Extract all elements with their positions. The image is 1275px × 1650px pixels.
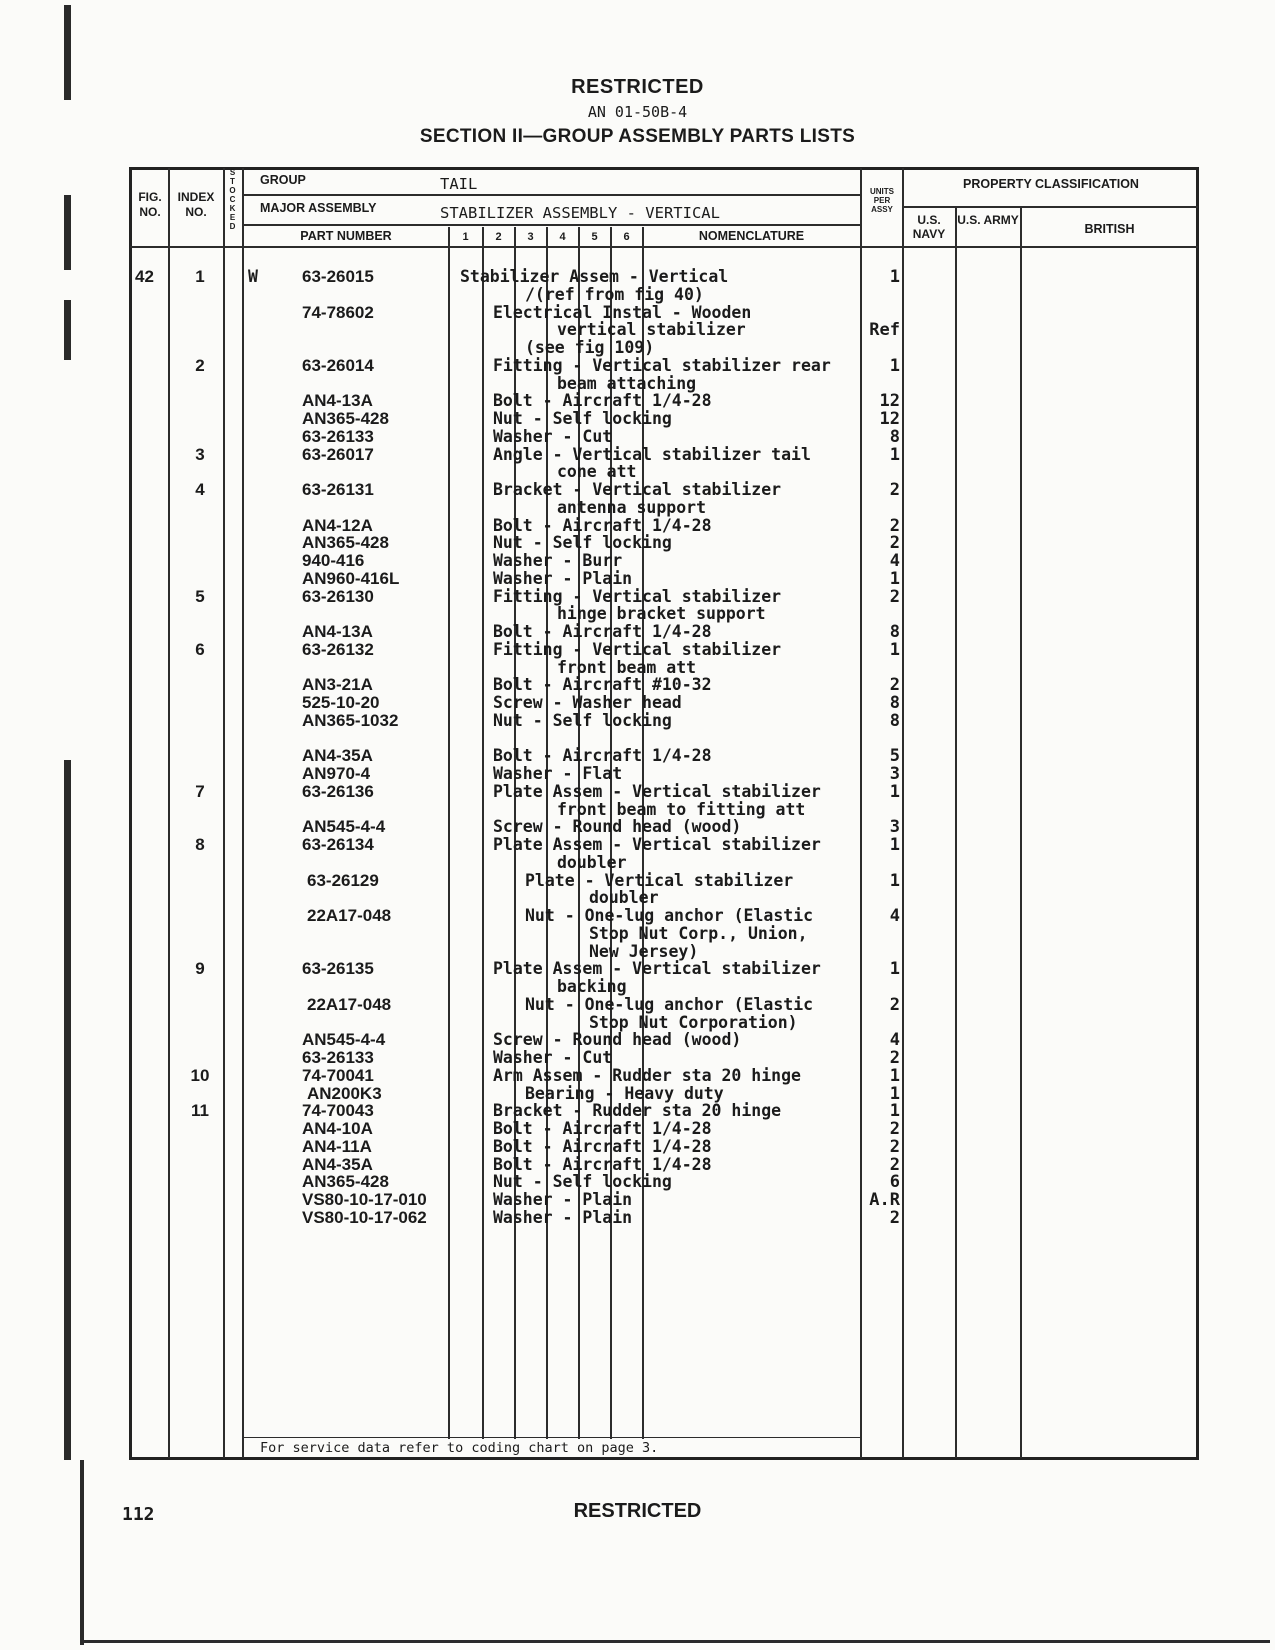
rule-index-stock	[223, 168, 225, 1458]
units-per-assy: 2	[889, 533, 900, 554]
nomenclature-header: NOMENCLATURE	[698, 229, 805, 243]
part-number: AN960-416L	[302, 568, 400, 588]
part-number: 525-10-20	[302, 693, 380, 712]
units-per-assy: 1	[889, 568, 900, 589]
part-number: 940-416	[302, 551, 365, 570]
index-number: 5	[195, 586, 205, 606]
rule-footnote	[243, 1437, 860, 1438]
section-title: SECTION II—GROUP ASSEMBLY PARTS LISTS	[419, 126, 856, 147]
part-number: AN365-428	[302, 1172, 389, 1192]
part-number: AN365-1032	[302, 710, 399, 730]
units-per-assy: 8	[889, 693, 900, 713]
rule-major-assembly	[243, 224, 860, 226]
footnote: For service data refer to coding chart on page 3.	[260, 1440, 659, 1456]
nomenclature: Bolt - Aircraft 1/4-28	[493, 1154, 712, 1174]
part-number: 22A17-048	[307, 906, 392, 925]
group-value: TAIL	[440, 175, 478, 193]
nomenclature: Nut - One-lug anchor (Elastic	[525, 994, 814, 1014]
part-number: 63-26135	[302, 959, 374, 979]
part-number: AN200K3	[307, 1083, 382, 1103]
nomenclature: Bolt - Aircraft #10-32	[493, 675, 712, 695]
part-number: 63-26015	[302, 267, 374, 286]
nomenclature: Nut - One-lug anchor (Elastic	[525, 906, 814, 925]
group-label: GROUP	[260, 173, 306, 187]
units-per-assy: 1	[889, 1065, 900, 1086]
rule-army-british	[1020, 208, 1022, 1458]
nomenclature: Bracket - Rudder sta 20 hinge	[493, 1101, 782, 1121]
major-assembly-value: STABILIZER ASSEMBLY - VERTICAL	[440, 204, 720, 222]
document-number: AN 01-50B-4	[587, 103, 688, 121]
nomenclature: Fitting - Vertical stabilizer rear	[493, 355, 831, 375]
nomenclature: Bolt - Aircraft 1/4-28	[493, 746, 712, 766]
part-number: 22A17-048	[307, 994, 392, 1014]
part-number: 63-26017	[302, 444, 374, 464]
nomenclature: Plate Assem - Vertical stabilizer	[493, 959, 821, 979]
nomenclature: Angle - Vertical stabilizer tail	[493, 444, 811, 464]
part-number: AN545-4-4	[302, 817, 386, 837]
nomenclature: Stop Nut Corp., Union,	[589, 923, 808, 943]
stock-code: W	[248, 267, 258, 286]
units-per-assy: 4	[889, 1030, 900, 1051]
binder-mark-bottom	[80, 1460, 84, 1645]
nomenclature: Washer - Plain	[493, 1207, 633, 1227]
units-per-assy: 1	[889, 959, 900, 980]
part-number: AN970-4	[302, 764, 371, 783]
rule-navy-army	[955, 208, 957, 1458]
nomenclature: beam attaching	[557, 373, 697, 393]
nomenclature: Fitting - Vertical stabilizer	[493, 586, 782, 606]
nomenclature: Nut - Self locking	[493, 1172, 672, 1192]
major-assembly-label: MAJOR ASSEMBLY	[260, 201, 377, 215]
units-per-assy: 1	[889, 870, 900, 891]
binder-mark-mid	[64, 195, 71, 270]
part-number: AN4-35A	[302, 746, 373, 766]
nomenclature: Bolt - Aircraft 1/4-28	[493, 622, 712, 641]
units-per-assy: 1	[889, 1101, 900, 1122]
units-per-assy: 3	[889, 764, 900, 784]
stocked-header: STOCKED	[229, 168, 236, 231]
us-army-header: U.S. ARMY	[957, 213, 1019, 227]
part-number: 63-26134	[302, 835, 374, 854]
units-per-assy: 1	[889, 355, 900, 376]
nomenclature: Washer - Burr	[493, 551, 623, 570]
part-number: AN365-428	[302, 533, 389, 553]
nomenclature: vertical stabilizer	[557, 320, 746, 340]
part-number: 63-26133	[302, 1048, 374, 1067]
units-per-assy: 2	[889, 586, 900, 607]
units-per-assy: 2	[889, 1048, 900, 1068]
nomenclature: Bearing - Heavy duty	[525, 1083, 724, 1103]
rule-fig-index	[168, 168, 170, 1458]
us-navy-header: U.S. NAVY	[912, 213, 946, 241]
part-number: AN4-13A	[302, 391, 373, 411]
index-number: 1	[195, 267, 205, 286]
nomenclature: Washer - Plain	[493, 1190, 633, 1209]
index-number: 7	[195, 781, 205, 801]
part-number: AN4-35A	[302, 1154, 373, 1174]
page-edge-line	[80, 1640, 1270, 1643]
nomenclature: Plate - Vertical stabilizer	[525, 870, 794, 890]
units-per-assy: 2	[889, 675, 900, 696]
index-number: 11	[191, 1101, 209, 1121]
nomenclature: Nut - Self locking	[493, 710, 672, 730]
nomenclature: (see fig 109)	[525, 338, 655, 357]
units-per-assy: 8	[889, 426, 900, 447]
nomenclature: Washer - Flat	[493, 764, 623, 783]
fig-no-header: FIG. NO.	[138, 190, 162, 219]
units-per-assy: 5	[889, 746, 900, 767]
level-6-header: 6	[623, 231, 630, 243]
units-per-assy: 2	[889, 1207, 900, 1228]
binder-mark-mid2	[64, 300, 71, 360]
nomenclature: cone att	[557, 462, 637, 482]
nomenclature: New Jersey)	[589, 941, 699, 961]
nomenclature: Nut - Self locking	[493, 533, 672, 553]
part-number: 63-26014	[302, 355, 374, 375]
restricted-footer: RESTRICTED	[573, 1500, 702, 1522]
units-per-assy: 6	[889, 1172, 900, 1193]
level-3-header: 3	[527, 231, 534, 243]
property-classification-header: PROPERTY CLASSIFICATION	[963, 177, 1139, 191]
units-per-assy: 2	[889, 480, 900, 500]
index-number: 8	[195, 835, 205, 854]
part-number: AN4-13A	[302, 622, 373, 641]
part-number: AN365-428	[302, 409, 389, 428]
units-per-assy: 2	[889, 1119, 900, 1139]
part-number-header: PART NUMBER	[300, 229, 392, 243]
nomenclature: front beam att	[557, 657, 697, 677]
part-number: AN545-4-4	[302, 1030, 386, 1050]
nomenclature: Screw - Round head (wood)	[493, 1030, 742, 1050]
british-header: BRITISH	[1084, 222, 1135, 236]
part-number: AN4-12A	[302, 515, 373, 535]
units-per-assy: 8	[889, 710, 900, 731]
part-number: 63-26129	[307, 870, 379, 890]
nomenclature: backing	[557, 977, 627, 996]
units-per-assy: 4	[889, 551, 900, 571]
nomenclature: Nut - Self locking	[493, 409, 672, 428]
nomenclature: hinge bracket support	[557, 604, 766, 624]
part-number: VS80-10-17-010	[302, 1190, 427, 1209]
units-per-assy: 2	[889, 994, 900, 1015]
page-number: 112	[122, 1504, 155, 1525]
index-number: 4	[195, 480, 205, 499]
level-2-header: 2	[495, 231, 502, 243]
index-number: 2	[195, 355, 205, 375]
units-per-assy: 1	[889, 267, 900, 287]
units-per-assy: 8	[889, 622, 900, 642]
part-number: 63-26133	[302, 426, 374, 446]
rule-units-navy	[902, 168, 904, 1458]
units-per-assy: 1	[889, 444, 900, 465]
index-number: 9	[195, 959, 205, 979]
rule-part-level1	[448, 227, 450, 1439]
index-no-header: INDEX NO.	[177, 190, 215, 219]
nomenclature: Screw - Round head (wood)	[493, 817, 742, 837]
nomenclature: Bolt - Aircraft 1/4-28	[493, 391, 712, 411]
units-per-assy: 1	[889, 781, 900, 802]
nomenclature: Stop Nut Corporation)	[589, 1012, 798, 1032]
binder-mark-low	[64, 760, 71, 1460]
nomenclature: Bolt - Aircraft 1/4-28	[493, 1119, 712, 1138]
nomenclature: doubler	[557, 852, 627, 872]
units-per-assy: 3	[889, 817, 900, 838]
index-number: 10	[190, 1065, 210, 1085]
level-5-header: 5	[591, 231, 598, 243]
nomenclature: Fitting - Vertical stabilizer	[493, 639, 782, 659]
nomenclature: Arm Assem - Rudder sta 20 hinge	[493, 1065, 801, 1085]
units-per-assy: 1	[889, 639, 900, 660]
units-per-assy: 1	[889, 835, 900, 855]
rule-group	[243, 194, 860, 196]
part-number: 63-26132	[302, 639, 374, 659]
nomenclature: Plate Assem - Vertical stabilizer	[493, 781, 821, 801]
level-1-header: 1	[462, 231, 469, 243]
nomenclature: Bolt - Aircraft 1/4-28	[493, 1136, 712, 1156]
rule-property	[903, 206, 1198, 208]
index-number: 6	[195, 639, 205, 659]
part-number: 63-26136	[302, 781, 374, 801]
nomenclature: front beam to fitting att	[557, 799, 806, 819]
part-number: 63-26131	[302, 480, 374, 499]
units-per-assy: 2	[889, 1154, 900, 1175]
nomenclature: Screw - Washer head	[493, 693, 682, 712]
part-number: 74-70041	[302, 1065, 374, 1085]
nomenclature: Bracket - Vertical stabilizer	[493, 480, 782, 499]
part-number: 74-70043	[302, 1101, 374, 1121]
units-per-assy: 2	[889, 515, 900, 536]
rule-level1-2	[482, 227, 484, 1439]
rule-stock-part	[242, 168, 244, 1458]
units-per-assy: 4	[889, 906, 900, 926]
nomenclature: Washer - Cut	[493, 1048, 613, 1067]
nomenclature: Electrical Instal - Wooden	[493, 302, 752, 322]
index-number: 3	[195, 444, 205, 464]
part-number: AN3-21A	[302, 675, 373, 695]
units-per-assy: 12	[879, 409, 900, 429]
nomenclature: Washer - Plain	[493, 568, 633, 588]
units-per-assy: 2	[889, 1136, 900, 1157]
nomenclature: doubler	[589, 888, 659, 908]
nomenclature: Bolt - Aircraft 1/4-28	[493, 515, 712, 535]
nomenclature: Stabilizer Assem - Vertical	[460, 267, 729, 286]
part-number: 63-26130	[302, 586, 374, 606]
nomenclature: Washer - Cut	[493, 426, 613, 446]
part-number: 74-78602	[302, 302, 374, 322]
rule-header-bottom	[130, 246, 1198, 248]
part-number: AN4-10A	[302, 1119, 373, 1138]
level-4-header: 4	[559, 231, 566, 243]
fig-number: 42	[135, 267, 154, 286]
part-number: AN4-11A	[302, 1136, 372, 1156]
nomenclature: antenna support	[557, 497, 707, 517]
units-per-assy: 12	[879, 391, 900, 412]
units-per-assy-header: UNITS PER ASSY	[870, 187, 894, 214]
units-per-assy: 1	[889, 1083, 900, 1104]
nomenclature: /(ref from fig 40)	[525, 284, 704, 304]
restricted-header: RESTRICTED	[571, 76, 704, 98]
units-per-assy: A.R	[869, 1190, 900, 1210]
nomenclature: Plate Assem - Vertical stabilizer	[493, 835, 821, 854]
part-number: VS80-10-17-062	[302, 1207, 427, 1227]
units-per-assy: Ref	[869, 320, 900, 341]
